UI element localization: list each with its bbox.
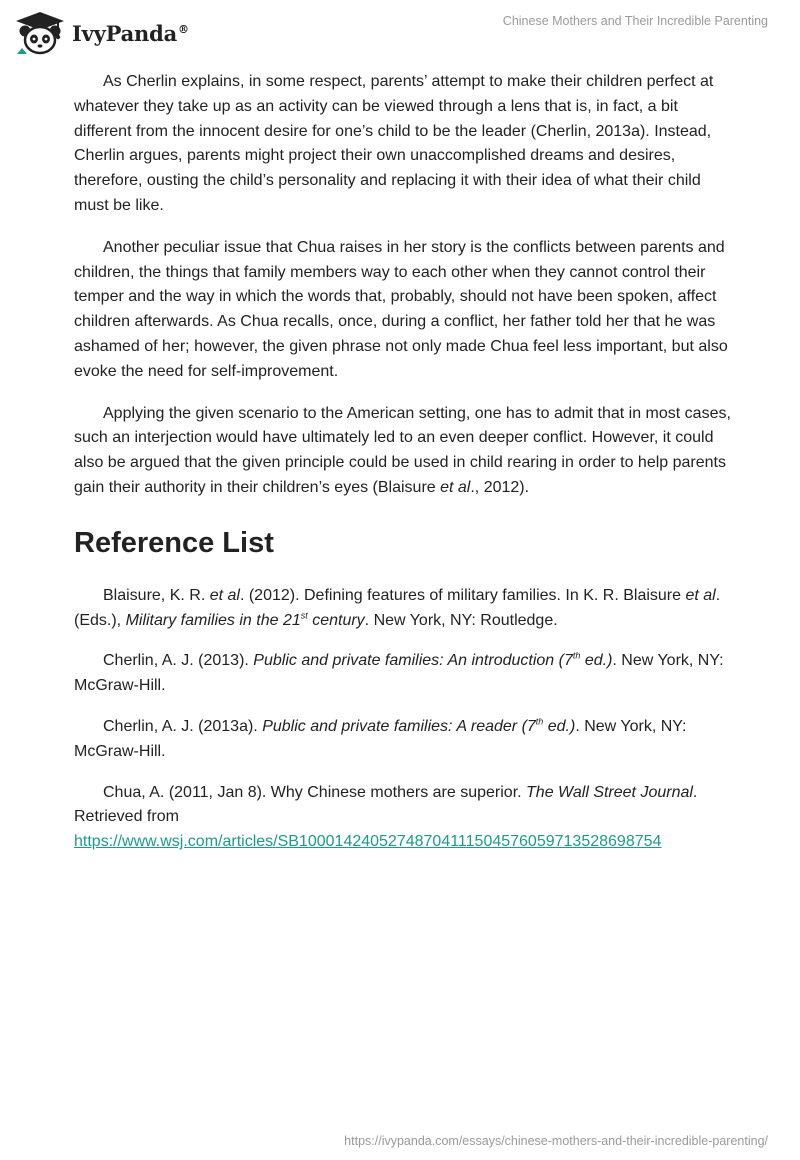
reference-entry: Blaisure, K. R. et al. (2012). Defining features of military families. In K. R. Blaisure et al. (Eds.), Military families in the 21st century. New York, NY: Routledge. xyxy=(74,586,721,629)
reference-link[interactable]: https://www.wsj.com/articles/SB10001424052748704111504576059713528698754 xyxy=(74,833,662,851)
brand-logo[interactable] xyxy=(14,8,189,58)
body-paragraph: Another peculiar issue that Chua raises in her story is the conflicts between parents and children, the things that family members way to each other when they cannot control their temper and the way in which the words that, probably, should not have been spoken, affect children afterwards. As Chua recalls, once, during a conflict, her father told her that he was ashamed of her; however, the given phrase not only made Chua feel less important, but also evoke the need for self-improvement. xyxy=(74,238,728,380)
panda-graduation-cap-icon xyxy=(14,10,66,56)
reference-entry: Chua, A. (2011, Jan 8). Why Chinese mothers are superior. The Wall Street Journal. Retrieved from https://www.wsj.com/articles/SB10001424052748704111504576059713528698754 xyxy=(74,783,698,851)
reference-entry: Cherlin, A. J. (2013). Public and private families: An introduction (7th ed.). New York, NY: McGraw-Hill. xyxy=(74,651,724,695)
reference-list-heading: Reference List xyxy=(74,526,274,559)
body-paragraph: Applying the given scenario to the American setting, one has to admit that in most cases, such an interjection would have ultimately led to an even deeper conflict. However, it could also be argued that the given principle could be used in child rearing in order to help parents gain their authority in their children’s eyes (Blaisure et al., 2012). xyxy=(74,404,731,496)
body-paragraph: As Cherlin explains, in some respect, parents’ attempt to make their children perfect at whatever they take up as an activity can be viewed through a lens that is, in fact, a bit different from the innocent desire for one’s child to be the leader (Cherlin, 2013a). Instead, Cherlin argues, parents might project their own unaccomplished dreams and desires, therefore, ousting the child’s personality and replacing it with their idea of what their child must be like. xyxy=(74,73,714,214)
document-title: Chinese Mothers and Their Incredible Parenting xyxy=(502,14,768,28)
essay-body xyxy=(74,70,734,871)
brand-name: IvyPanda® xyxy=(72,20,189,46)
source-url: https://ivypanda.com/essays/chinese-mothers-and-their-incredible-parenting/ xyxy=(344,1134,768,1148)
reference-entry: Cherlin, A. J. (2013a). Public and private families: A reader (7th ed.). New York, NY: McGraw-Hill. xyxy=(74,716,687,760)
